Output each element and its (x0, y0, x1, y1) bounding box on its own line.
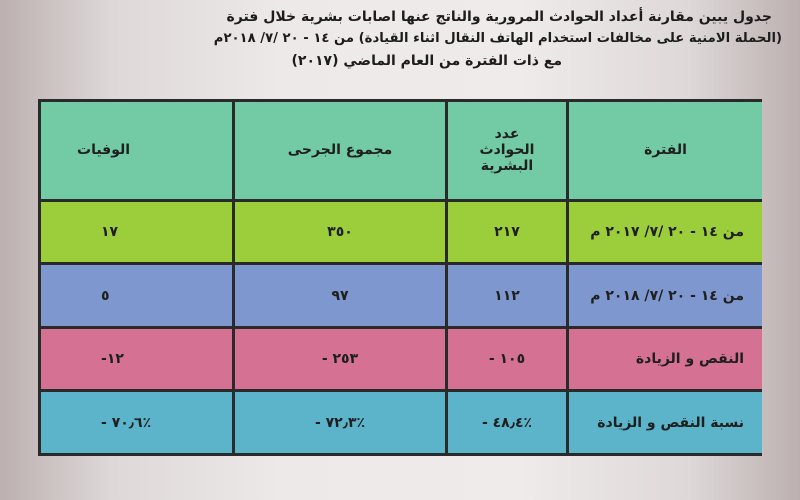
comparison-table-container (38, 99, 762, 456)
cell-deaths: ١٧ (41, 202, 232, 263)
cell-period: من ١٤ - ٢٠ /٧/ ٢٠١٨ م (569, 265, 762, 326)
title-line-1: جدول يبين مقارنة أعداد الحوادث المرورية والناتج عنها اصابات بشرية خلال فترة (226, 9, 772, 25)
cell-accidents: - ٤٨٫٤٪ (448, 392, 566, 453)
cell-injured: ٩٧ (235, 265, 445, 326)
cell-period: نسبة النقص و الزيادة (569, 392, 762, 453)
title-block (0, 6, 800, 72)
header-injured: مجموع الجرحى (235, 102, 445, 199)
cell-deaths: - ٧٠٫٦٪ (41, 392, 232, 453)
comparison-table (38, 99, 765, 456)
cell-accidents: ١١٢ (448, 265, 566, 326)
table-row (41, 329, 762, 390)
cell-deaths: -١٢ (41, 329, 232, 390)
cell-deaths: ٥ (41, 265, 232, 326)
cell-injured: - ٧٢٫٣٪ (235, 392, 445, 453)
title-line-2: (الحملة الامنية على مخالفات استخدام الهاتف النقال اثناء القيادة) من ١٤ - ٢٠ /٧/ ٢٠١٨م (213, 31, 782, 46)
header-accidents: عدد الحوادث البشرية (448, 102, 566, 199)
title-line-3: مع ذات الفترة من العام الماضي (٢٠١٧) (291, 53, 562, 69)
cell-injured: - ٢٥٣ (235, 329, 445, 390)
table-row (41, 265, 762, 326)
cell-period: النقص و الزيادة (569, 329, 762, 390)
cell-accidents: - ١٠٥ (448, 329, 566, 390)
header-period: الفترة (569, 102, 762, 199)
table-header-row (41, 102, 762, 199)
table-row (41, 202, 762, 263)
cell-accidents: ٢١٧ (448, 202, 566, 263)
cell-period: من ١٤ - ٢٠ /٧/ ٢٠١٧ م (569, 202, 762, 263)
cell-injured: ٣٥٠ (235, 202, 445, 263)
header-deaths: الوفيات (41, 102, 232, 199)
table-row (41, 392, 762, 453)
